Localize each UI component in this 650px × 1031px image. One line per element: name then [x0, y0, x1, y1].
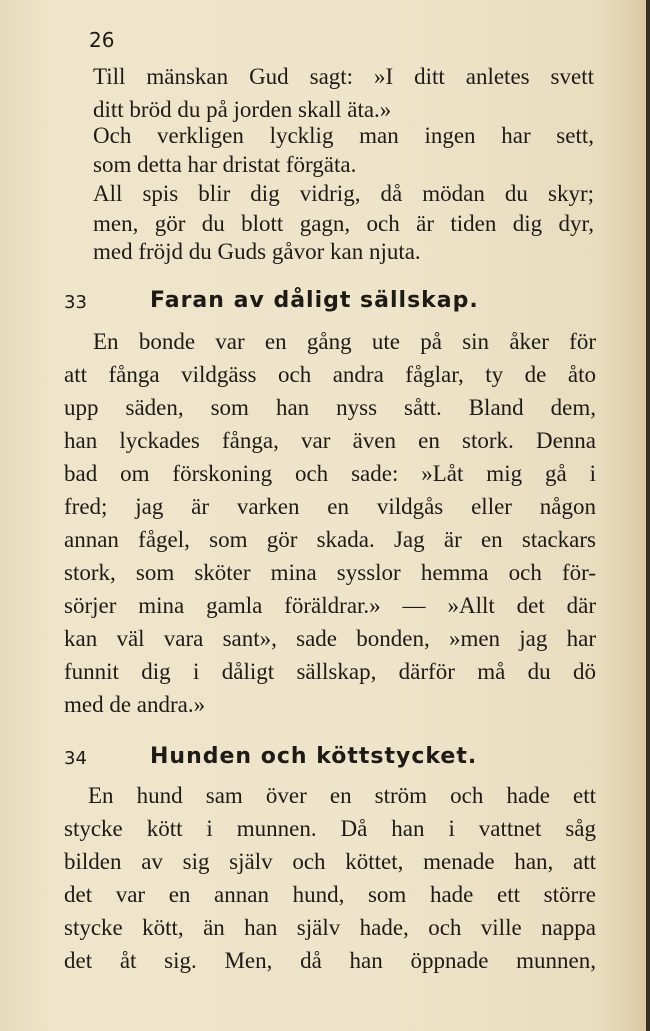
fable-line: med de andra.» — [64, 692, 206, 717]
poem-line: med fröjd du Guds gåvor kan njuta. — [93, 239, 421, 264]
fable-line: sörjer mina gamla föräldrar.» — »Allt det där — [64, 593, 596, 618]
page-edge-shadow — [646, 0, 650, 1031]
fable-line: upp säden, som han nyss sått. Bland dem, — [64, 395, 596, 420]
poem-line: men, gör du blott gagn, och är tiden dig dyr, — [93, 211, 594, 236]
fable-title: Faran av dåligt sällskap. — [150, 288, 479, 313]
fable-line: stycke kött i munnen. Då han i vattnet såg — [64, 816, 596, 841]
poem-line: ditt bröd du på jorden skall äta.» — [93, 97, 392, 122]
poem-line: som detta har dristat förgäta. — [93, 152, 357, 177]
fable-line: funnit dig i dåligt sällskap, därför må du dö — [64, 659, 596, 684]
fable-number: 34 — [64, 748, 87, 769]
fable-line: stork, som sköter mina sysslor hemma och för- — [64, 560, 596, 585]
fable-line: det var en annan hund, som hade ett större — [64, 882, 596, 907]
fable-line: En bonde var en gång ute på sin åker för — [93, 329, 596, 354]
fable-line: stycke kött, än han själv hade, och ville nappa — [64, 915, 596, 940]
fable-line: bilden av sig själv och köttet, menade han, att — [64, 849, 596, 874]
fable-line: det åt sig. Men, då han öppnade munnen, — [64, 948, 596, 973]
fable-line: annan fågel, som gör skada. Jag är en stackars — [64, 527, 596, 552]
fable-line: kan väl vara sant», sade bonden, »men jag har — [64, 626, 596, 651]
fable-line: bad om förskoning och sade: »Låt mig gå i — [64, 461, 596, 486]
poem-line: Och verkligen lycklig man ingen har sett, — [93, 123, 594, 148]
fable-line: han lyckades fånga, var även en stork. Denna — [64, 428, 596, 453]
fable-title: Hunden och köttstycket. — [150, 744, 478, 769]
page-number: 26 — [89, 28, 115, 52]
fable-line: En hund sam över en ström och hade ett — [88, 783, 596, 808]
fable-line: fred; jag är varken en vildgås eller någon — [64, 494, 596, 519]
poem-line: All spis blir dig vidrig, då mödan du skyr; — [93, 181, 594, 206]
fable-line: att fånga vildgäss och andra fåglar, ty de åto — [64, 362, 596, 387]
poem-line: Till mänskan Gud sagt: »I ditt anletes svett — [93, 64, 594, 89]
fable-number: 33 — [64, 292, 87, 313]
